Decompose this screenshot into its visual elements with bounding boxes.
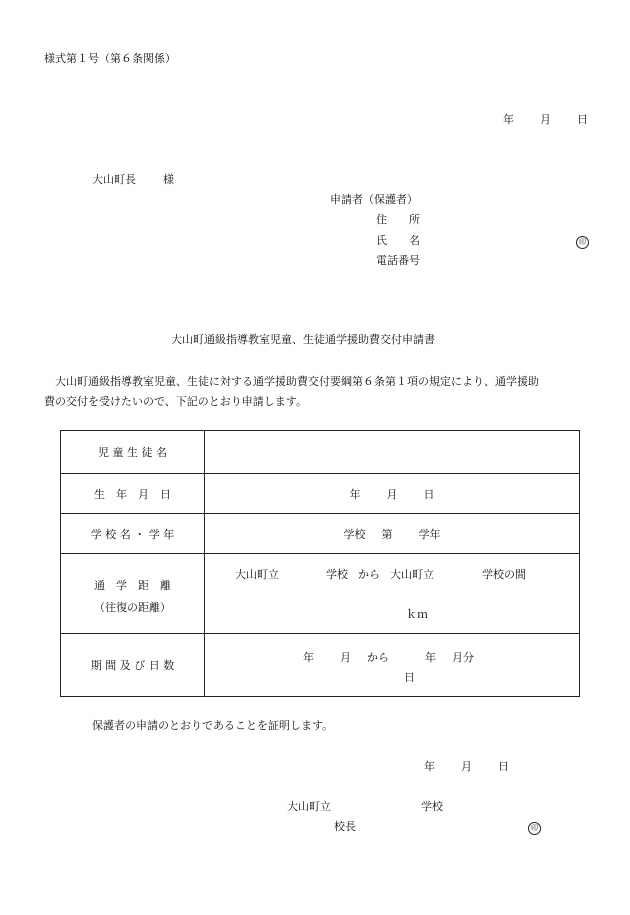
period-range <box>303 649 474 665</box>
bottom-date-year: 年 <box>424 760 435 773</box>
addressee-name: 大山町長 <box>92 173 136 186</box>
period-month-1: 月 <box>340 651 351 664</box>
principal-seal <box>528 820 541 835</box>
form-number: 様式第１号（第６条関係） <box>44 52 176 65</box>
distance-unit: ｋｍ <box>406 608 428 621</box>
applicant-heading: 申請者（保護者） <box>330 193 418 206</box>
period-month-2: 月分 <box>452 651 474 664</box>
table-row-school <box>61 514 580 554</box>
grade-word: 学年 <box>418 527 441 541</box>
document-title: 大山町通級指導教室児童、生徒通学援助費交付申請書 <box>171 333 435 346</box>
dob-month: 月 <box>386 487 398 501</box>
period-kara: から <box>367 651 389 664</box>
label-period: 期 間 及 び 日 数 <box>61 634 205 697</box>
school-word: 学校 <box>343 527 366 541</box>
seal-mark: 印 <box>528 822 541 835</box>
bottom-date-month: 月 <box>461 760 472 773</box>
date-year: 年 <box>503 113 514 126</box>
dob-day: 日 <box>423 487 435 501</box>
distance-label-sub: （往復の距離） <box>94 600 171 614</box>
applicant-name-label: 氏 名 <box>376 234 420 247</box>
value-dob[interactable] <box>205 474 580 514</box>
period-days: 日 <box>404 671 415 684</box>
table-row-period <box>61 634 580 697</box>
principal-label: 校長 <box>334 820 356 833</box>
bottom-date <box>424 760 509 774</box>
from-school: 学校 <box>326 568 348 581</box>
label-student-name: 児 童 生 徒 名 <box>61 431 205 474</box>
body-paragraph <box>44 372 592 412</box>
certification-text: 保護者の申請のとおりであることを証明します。 <box>92 719 334 732</box>
date-month: 月 <box>540 113 551 126</box>
top-date <box>503 113 588 127</box>
label-school: 学 校 名 ・ 学 年 <box>61 514 205 554</box>
distance-label-main: 通 学 距 離 <box>94 578 171 592</box>
sign-town: 大山町立 <box>287 800 331 813</box>
period-year-2: 年 <box>425 651 436 664</box>
period-year-1: 年 <box>303 651 314 664</box>
to-school: 学校の間 <box>482 568 526 581</box>
distance-kara: から <box>358 568 380 581</box>
distance-route <box>235 566 526 582</box>
value-distance[interactable] <box>205 554 580 634</box>
value-student-name[interactable] <box>205 431 580 474</box>
applicant-phone-label: 電話番号 <box>376 254 420 267</box>
date-day: 日 <box>577 113 588 126</box>
table-row-dob <box>61 474 580 514</box>
application-table <box>60 430 580 697</box>
value-school[interactable] <box>205 514 580 554</box>
to-town: 大山町立 <box>390 568 434 581</box>
applicant-address-label: 住 所 <box>376 213 420 226</box>
seal-mark: 印 <box>576 236 589 249</box>
table-row-distance <box>61 554 580 634</box>
from-town: 大山町立 <box>235 568 279 581</box>
bottom-date-day: 日 <box>498 760 509 773</box>
school-sign-line <box>287 800 443 814</box>
applicant-seal <box>576 234 589 249</box>
grade-prefix: 第 <box>381 527 393 541</box>
addressee <box>92 173 174 187</box>
value-period[interactable] <box>205 634 580 697</box>
body-line-2: 費の交付を受けたいので、下記のとおり申請します。 <box>44 395 307 408</box>
body-line-1: 大山町通級指導教室児童、生徒に対する通学援助費交付要綱第６条第１項の規定により、通学援助 <box>44 375 539 388</box>
dob-year: 年 <box>349 487 361 501</box>
addressee-honorific: 様 <box>163 173 174 186</box>
label-distance <box>61 554 205 634</box>
sign-school: 学校 <box>421 800 443 813</box>
label-dob: 生 年 月 日 <box>61 474 205 514</box>
table-row-name <box>61 431 580 474</box>
